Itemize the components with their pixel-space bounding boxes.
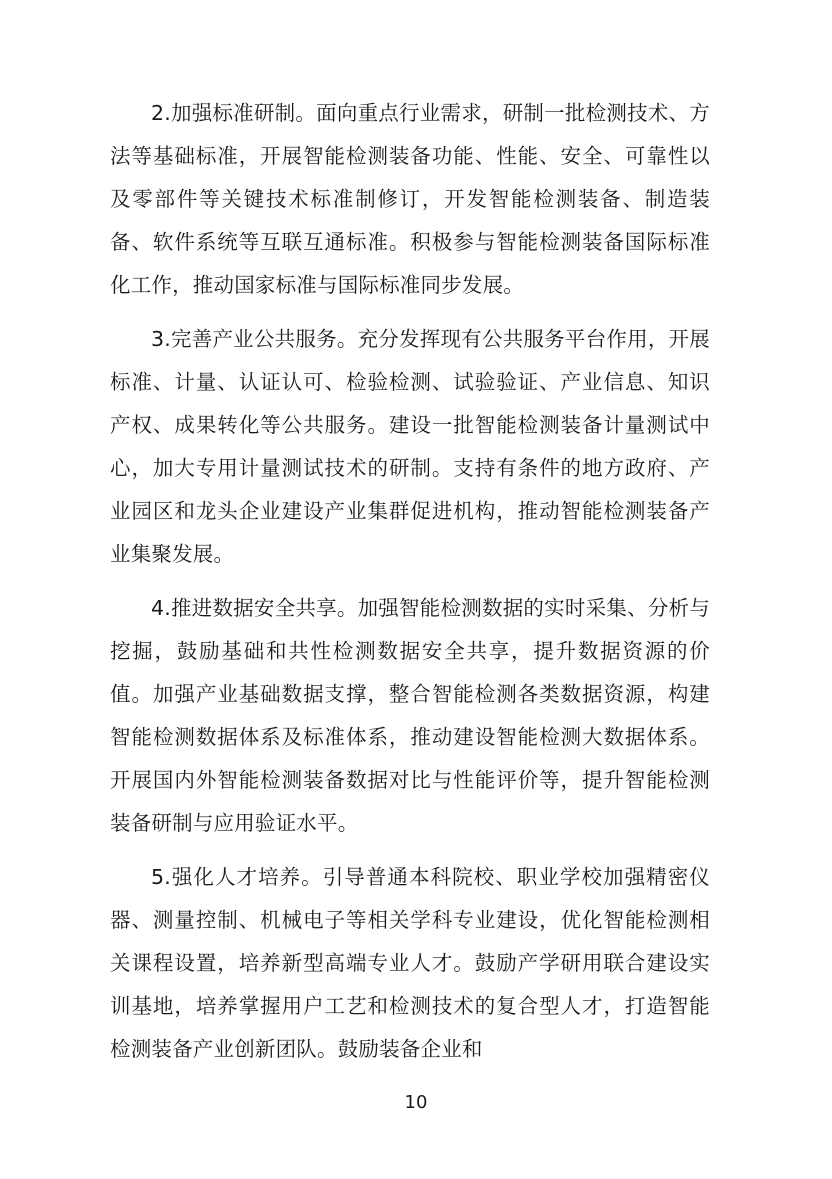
paragraph-2: 2.加强标准研制。面向重点行业需求，研制一批检测技术、方法等基础标准，开展智能检测装备功能、性能、安全、可靠性以及零部件等关键技术标准制修订，开发智能检测装备、制造装备、软件系统等互联互通标准。积极参与智能检测装备国际标准化工作，推动国家标准与国际标准同步发展。 — [110, 101, 710, 297]
page-number: 10 — [404, 1092, 428, 1113]
document-body — [110, 92, 710, 1071]
paragraph-3: 3.完善产业公共服务。充分发挥现有公共服务平台作用，开展标准、计量、认证认可、检验检测、试验验证、产业信息、知识产权、成果转化等公共服务。建设一批智能检测装备计量测试中心，加大专用计量测试技术的研制。支持有条件的地方政府、产业园区和龙头企业建设产业集群促进机构，推动智能检测装备产业集聚发展。 — [110, 327, 710, 566]
paragraph-5: 5.强化人才培养。引导普通本科院校、职业学校加强精密仪器、测量控制、机械电子等相关学科专业建设，优化智能检测相关课程设置，培养新型高端专业人才。鼓励产学研用联合建设实训基地，培养掌握用户工艺和检测技术的复合型人才，打造智能检测装备产业创新团队。鼓励装备企业和 — [110, 865, 710, 1061]
paragraph-4: 4.推进数据安全共享。加强智能检测数据的实时采集、分析与挖掘，鼓励基础和共性检测数据安全共享，提升数据资源的价值。加强产业基础数据支撑，整合智能检测各类数据资源，构建智能检测数据体系及标准体系，推动建设智能检测大数据体系。开展国内外智能检测装备数据对比与性能评价等，提升智能检测装备研制与应用验证水平。 — [110, 596, 710, 835]
